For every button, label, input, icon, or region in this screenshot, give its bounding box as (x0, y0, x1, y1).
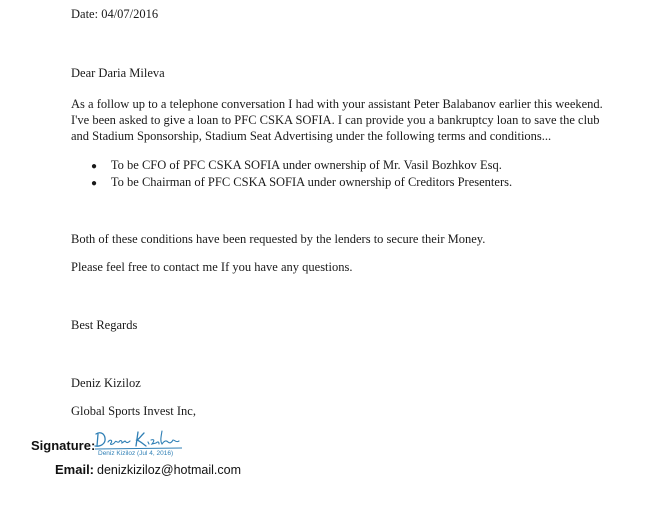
sender-name: Deniz Kiziloz (71, 376, 141, 390)
bullet-item-cfo (91, 157, 502, 175)
letter-date: Date: 04/07/2016 (71, 7, 159, 21)
bullet-item-chairman (91, 174, 512, 192)
paragraph-1-line-1: As a follow up to a telephone conversation I had with your assistant Peter Balabanov earlier this weekend. (71, 97, 603, 111)
bullet-text-cfo: To be CFO of PFC CSKA SOFIA under ownership of Mr. Vasil Bozhkov Esq. (110, 158, 502, 172)
sender-company: Global Sports Invest Inc, (71, 404, 196, 418)
closing: Best Regards (71, 318, 138, 332)
bullet-dot-icon: ● (91, 178, 98, 189)
paragraph-3: Please feel free to contact me If you have any questions. (71, 260, 353, 274)
email-label: Email: (55, 462, 95, 477)
email-value: denizkiziloz@hotmail.com (97, 463, 241, 477)
salutation: Dear Daria Mileva (71, 66, 165, 80)
paragraph-2: Both of these conditions have been requested by the lenders to secure their Money. (71, 232, 486, 246)
signature-caption: Deniz Kiziloz (Jul 4, 2016) (98, 450, 174, 457)
bullet-text-chairman: To be Chairman of PFC CSKA SOFIA under ownership of Creditors Presenters. (110, 175, 513, 189)
bullet-dot-icon: ● (91, 161, 98, 172)
signature-image (92, 428, 212, 460)
signature-label: Signature: (31, 438, 96, 453)
paragraph-1-line-2: I've been asked to give a loan to PFC CSKA SOFIA. I can provide you a bankruptcy loan to save the club (71, 113, 600, 127)
paragraph-1-line-3: and Stadium Sponsorship, Stadium Seat Advertising under the following terms and conditions... (71, 129, 552, 143)
handwritten-signature-icon (92, 428, 212, 452)
